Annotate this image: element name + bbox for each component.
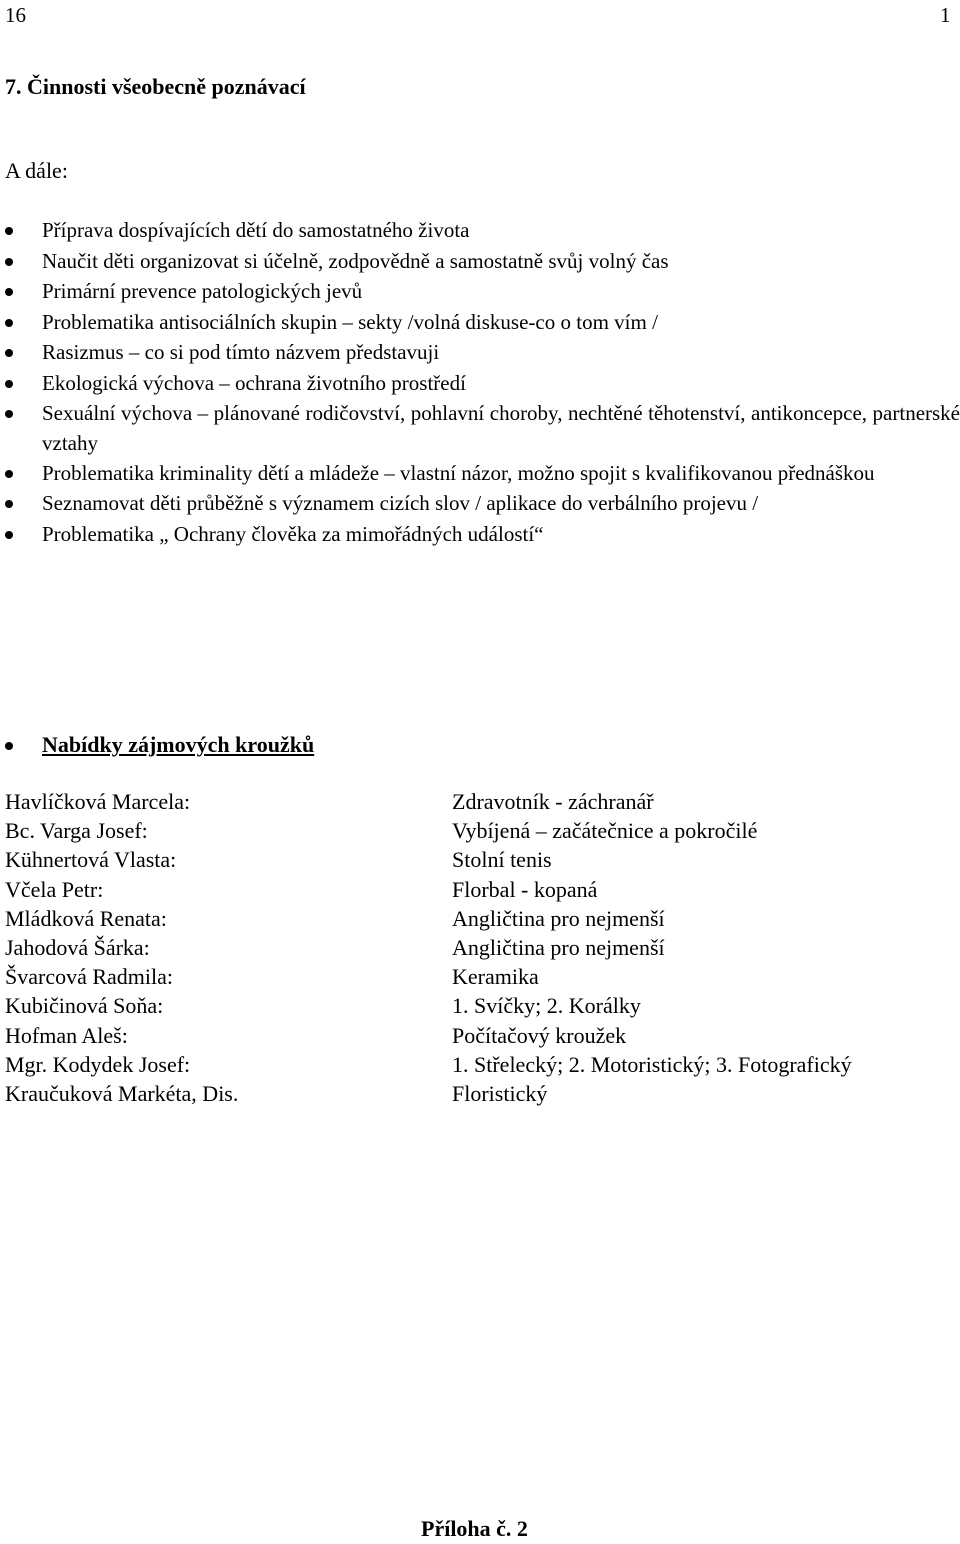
list-item: Problematika antisociálních skupin – sekty /volná diskuse-co o tom vím / [0,307,960,338]
club-row [5,875,955,904]
list-item: Primární prevence patologických jevů [0,276,960,307]
page-number-right: 1 [940,3,951,27]
club-row [5,1079,955,1108]
bullet-icon [5,531,13,539]
leader-name: Švarcová Radmila: [5,964,174,990]
section-intro: A dále: [5,158,68,183]
offers-heading: Nabídky zájmových kroužků [42,732,315,757]
leader-name: Bc. Varga Josef: [5,818,148,844]
club-name: Zdravotník - záchranář [452,789,654,814]
bullet-icon [5,742,13,750]
list-item: Sexuální výchova – plánované rodičovství, pohlavní choroby, nechtěné těhotenství, antikoncepce, partnerské vztahy [0,398,960,458]
leader-name: Mgr. Kodydek Josef: [5,1051,191,1077]
club-name: Angličtina pro nejmenší [452,905,665,931]
club-row [5,904,955,933]
leader-name: Havlíčková Marcela: [5,789,191,814]
leader-name: Jahodová Šárka: [5,934,150,960]
bullet-icon [5,380,13,388]
club-row [5,962,955,991]
club-name: 1. Svíčky; 2. Korálky [452,993,641,1019]
list-item: Problematika kriminality dětí a mládeže – vlastní názor, možno spojit s kvalifikovanou přednáškou [0,458,960,488]
list-item: Rasizmus – co si pod tímto názvem představuji [0,337,960,368]
leader-name: Hofman Aleš: [5,1022,128,1048]
bullet-icon [5,470,13,478]
leader-name: Kühnertová Vlasta: [5,847,177,873]
club-row [5,1021,955,1050]
bullet-icon [5,227,13,235]
appendix-label: Příloha č. 2 [421,1516,528,1541]
leader-name: Mládková Renata: [5,905,167,931]
leader-name: Kraučuková Markéta, Dis. [5,1080,239,1106]
club-row [5,816,955,845]
club-row [5,845,955,874]
club-name: 1. Střelecký; 2. Motoristický; 3. Fotografický [452,1051,852,1077]
bullet-icon [5,410,13,418]
page-number-left: 16 [5,3,26,27]
club-name: Keramika [452,964,539,990]
list-item: Seznamovat děti průběžně s významem cizích slov / aplikace do verbálního projevu / [0,488,960,519]
bullet-icon [5,258,13,266]
club-row [5,1050,955,1079]
club-name: Angličtina pro nejmenší [452,934,665,960]
list-item: Naučit děti organizovat si účelně, zodpovědně a samostatně svůj volný čas [0,246,960,277]
club-name: Vybíjená – začátečnice a pokročilé [452,818,758,844]
club-name: Florbal - kopaná [452,876,598,902]
leader-name: Kubičinová Soňa: [5,993,164,1019]
club-list [5,787,955,1108]
club-row [5,991,955,1020]
bullet-icon [5,349,13,357]
club-row [5,787,955,816]
bullet-icon [5,288,13,296]
list-item: Ekologická výchova – ochrana životního prostředí [0,368,960,399]
bullet-icon [5,500,13,508]
leader-name: Včela Petr: [5,876,104,902]
club-row [5,933,955,962]
club-name: Počítačový kroužek [452,1022,627,1048]
list-item: Problematika „ Ochrany člověka za mimořádných událostí“ [0,519,960,550]
bullet-icon [5,319,13,327]
list-item: Příprava dospívajících dětí do samostatného života [0,215,960,246]
club-name: Floristický [452,1080,548,1106]
club-name: Stolní tenis [452,847,552,873]
activity-list [0,215,960,549]
section-heading: 7. Činnosti všeobecně poznávací [5,74,306,99]
